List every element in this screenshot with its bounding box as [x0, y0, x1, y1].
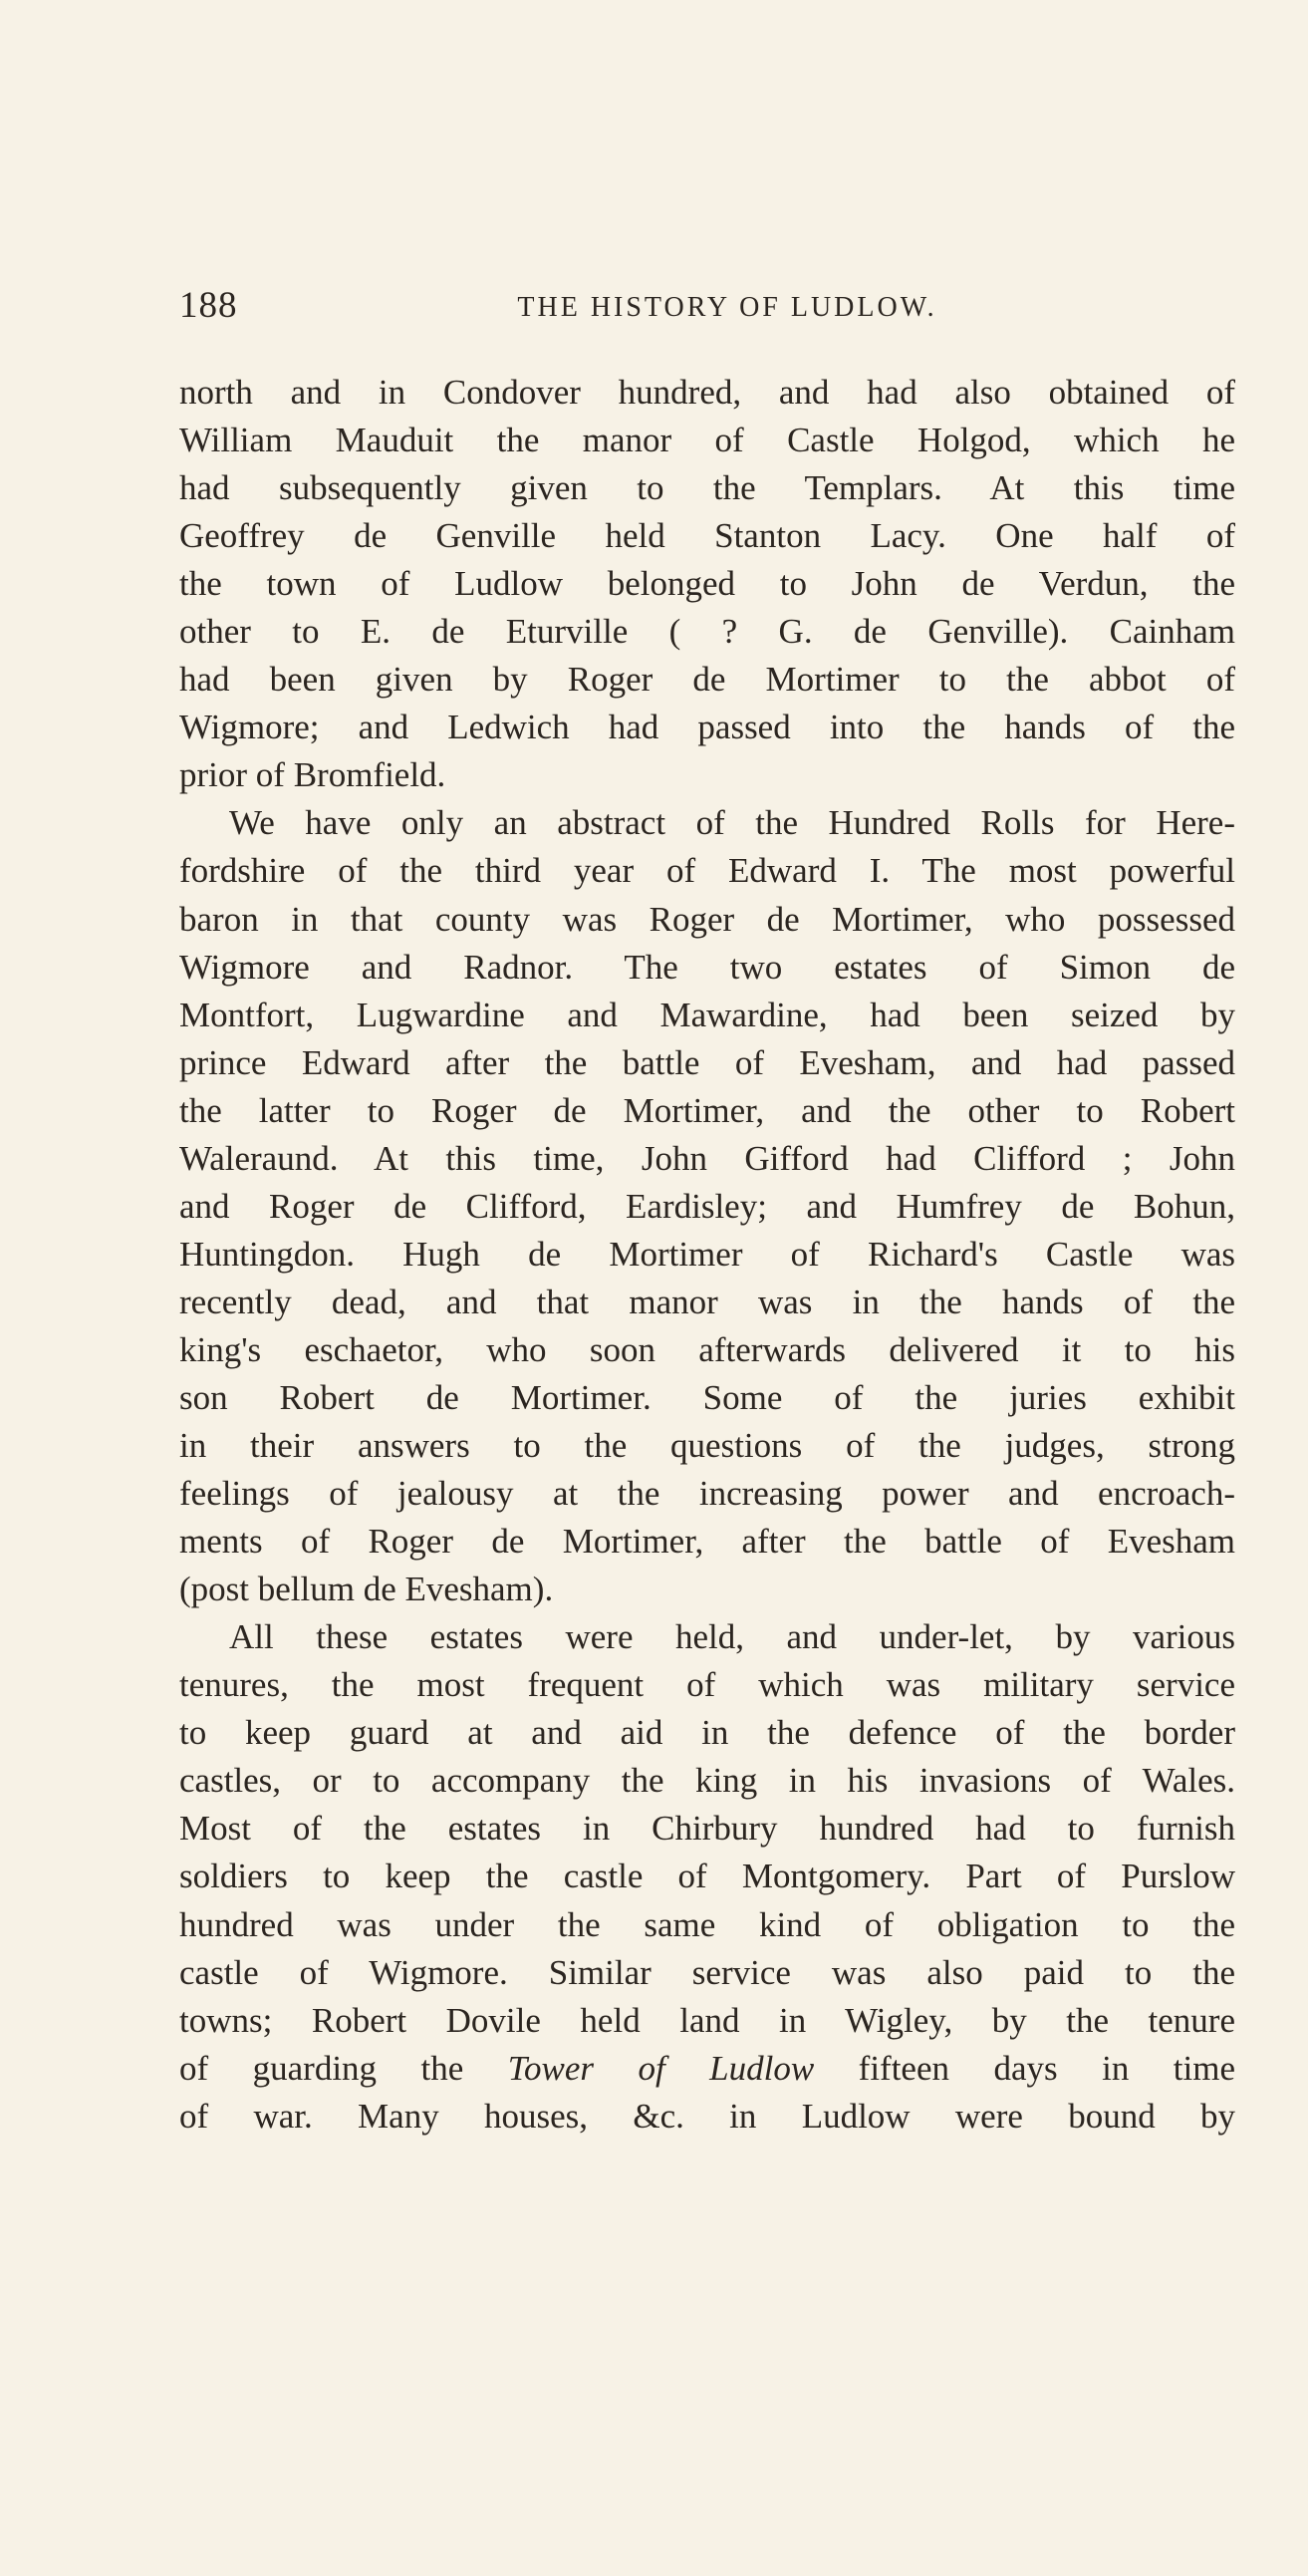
text-line: tenures, the most frequent of which was military service	[179, 1665, 1235, 1705]
text-line: Wigmore; and Ledwich had passed into the hands of the	[179, 708, 1235, 747]
text-segment: fifteen days in time	[814, 2048, 1235, 2088]
text-line: the town of Ludlow belonged to John de Verdun, the	[179, 564, 1235, 604]
text-line: recently dead, and that manor was in the hands of the	[179, 1282, 1235, 1321]
text-line: (post bellum de Evesham).	[179, 1570, 554, 1609]
text-line: fordshire of the third year of Edward I. The most powerful	[179, 851, 1235, 891]
text-line: castle of Wigmore. Similar service was also paid to the	[179, 1952, 1235, 1992]
text-line: baron in that county was Roger de Mortimer, who possessed	[179, 899, 1235, 939]
text-line: and Roger de Clifford, Eardisley; and Humfrey de Bohun,	[179, 1186, 1235, 1226]
text-line: William Mauduit the manor of Castle Holgod, which he	[179, 421, 1235, 460]
text-line: of war. Many houses, &c. in Ludlow were bound by	[179, 2096, 1235, 2136]
text-line: towns; Robert Dovile held land in Wigley, by the tenure	[179, 2000, 1235, 2040]
text-line: soldiers to keep the castle of Montgomery. Part of Purslow	[179, 1857, 1235, 1896]
text-line: had subsequently given to the Templars. At this time	[179, 468, 1235, 508]
text-line: Wigmore and Radnor. The two estates of Simon de	[179, 947, 1235, 987]
text-line: north and in Condover hundred, and had also obtained of	[179, 373, 1235, 412]
text-line: other to E. de Eturville ( ? G. de Genville). Cainham	[179, 612, 1235, 652]
text-line: All these estates were held, and under-let, by various	[229, 1617, 1235, 1657]
text-line: Waleraund. At this time, John Gifford had Clifford ; John	[179, 1138, 1235, 1178]
text-line: king's eschaetor, who soon afterwards delivered it to his	[179, 1329, 1235, 1369]
page-number: 188	[179, 285, 238, 326]
text-line: prior of Bromfield.	[179, 755, 446, 795]
text-line: had been given by Roger de Mortimer to the abbot of	[179, 660, 1235, 700]
text-line: prince Edward after the battle of Evesham, and had passed	[179, 1042, 1235, 1082]
text-line: Most of the estates in Chirbury hundred had to furnish	[179, 1809, 1235, 1849]
text-line: the latter to Roger de Mortimer, and the other to Robert	[179, 1090, 1235, 1130]
text-line: Geoffrey de Genville held Stanton Lacy. One half of	[179, 516, 1235, 556]
running-title: THE HISTORY OF LUDLOW.	[517, 292, 937, 323]
text-segment: of guarding the	[179, 2048, 508, 2088]
text-line: to keep guard at and aid in the defence of the border	[179, 1713, 1235, 1753]
text-line: hundred was under the same kind of obligation to the	[179, 1904, 1235, 1944]
body-text	[179, 369, 1235, 2141]
text-line: We have only an abstract of the Hundred Rolls for Here-	[229, 803, 1235, 843]
text-line: ments of Roger de Mortimer, after the battle of Evesham	[179, 1522, 1235, 1562]
text-line: castles, or to accompany the king in his invasions of Wales.	[179, 1761, 1235, 1801]
text-line: Montfort, Lugwardine and Mawardine, had been seized by	[179, 995, 1235, 1034]
italic-phrase: Tower of Ludlow	[507, 2048, 815, 2088]
text-line: son Robert de Mortimer. Some of the juries exhibit	[179, 1377, 1235, 1417]
text-line	[179, 2045, 1235, 2093]
text-line: in their answers to the questions of the judges, strong	[179, 1426, 1235, 1466]
running-head	[179, 284, 1235, 334]
text-line: feelings of jealousy at the increasing power and encroach-	[179, 1474, 1235, 1514]
text-line: Huntingdon. Hugh de Mortimer of Richard's Castle was	[179, 1234, 1235, 1274]
